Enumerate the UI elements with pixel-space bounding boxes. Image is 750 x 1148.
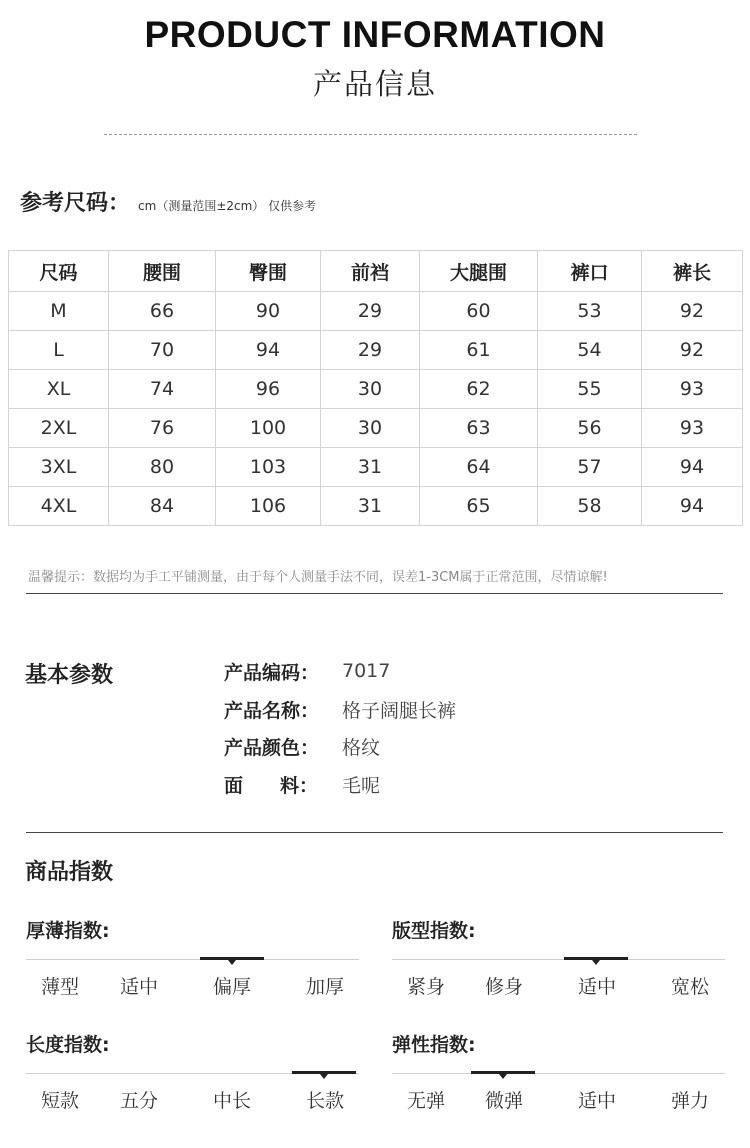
table-row — [9, 487, 743, 526]
fit-option: 宽松 — [670, 976, 710, 998]
param-value-name: 格子阔腿长裤 — [342, 699, 457, 722]
thickness-gauge-label: 厚薄指数: — [26, 920, 110, 942]
table-cell: 56 — [538, 409, 642, 448]
table-cell: 94 — [642, 448, 743, 487]
length-gauge-label: 长度指数: — [26, 1034, 110, 1056]
fit-option-selected: 适中 — [577, 976, 617, 998]
elasticity-option: 适中 — [577, 1090, 617, 1112]
length-selected-marker — [292, 1071, 356, 1074]
table-cell: 76 — [109, 409, 216, 448]
table-cell: 61 — [420, 331, 538, 370]
table-cell: 96 — [216, 370, 321, 409]
size-reference-title: 参考尺码 — [20, 191, 109, 216]
size-reference-heading — [20, 186, 316, 217]
table-cell: 90 — [216, 292, 321, 331]
size-reference-colon: ： — [108, 191, 131, 216]
thickness-option: 加厚 — [305, 976, 345, 998]
param-label-fabric — [224, 771, 342, 798]
table-row — [9, 409, 743, 448]
table-cell: 106 — [216, 487, 321, 526]
column-header-hip: 臀围 — [216, 251, 321, 292]
elasticity-selected-marker — [471, 1071, 535, 1074]
table-cell: 100 — [216, 409, 321, 448]
table-cell: 29 — [321, 292, 420, 331]
param-row-name — [224, 695, 456, 723]
thickness-option: 薄型 — [40, 976, 80, 998]
column-header-size: 尺码 — [9, 251, 109, 292]
table-cell: 92 — [642, 331, 743, 370]
table-cell: XL — [9, 370, 109, 409]
length-option-selected: 长款 — [305, 1090, 345, 1112]
table-cell: 60 — [420, 292, 538, 331]
basic-params-title: 基本参数 — [25, 663, 114, 688]
section-divider — [26, 832, 723, 833]
title-english: PRODUCT INFORMATION — [144, 14, 606, 55]
elasticity-gauge-label: 弹性指数: — [392, 1034, 476, 1056]
table-cell: 55 — [538, 370, 642, 409]
table-cell: 30 — [321, 370, 420, 409]
elasticity-option: 弹力 — [670, 1090, 710, 1112]
table-cell: 94 — [642, 487, 743, 526]
elasticity-option-selected: 微弹 — [484, 1090, 524, 1112]
size-reference-note: cm（测量范围±2cm） 仅供参考 — [138, 199, 317, 213]
column-header-waist: 腰围 — [109, 251, 216, 292]
table-row — [9, 370, 743, 409]
title-divider — [104, 134, 637, 135]
param-row-code — [224, 657, 390, 685]
elasticity-option: 无弹 — [406, 1090, 446, 1112]
table-cell: 65 — [420, 487, 538, 526]
param-label-fabric-last: 料： — [279, 774, 318, 797]
table-row — [9, 448, 743, 487]
table-cell: 53 — [538, 292, 642, 331]
thickness-option-selected: 偏厚 — [212, 976, 252, 998]
param-row-color — [224, 732, 380, 760]
table-cell: 29 — [321, 331, 420, 370]
table-cell: 54 — [538, 331, 642, 370]
table-cell: 57 — [538, 448, 642, 487]
column-header-thigh: 大腿围 — [420, 251, 538, 292]
table-cell: 84 — [109, 487, 216, 526]
table-cell: 62 — [420, 370, 538, 409]
fit-gauge-track — [392, 959, 725, 960]
thickness-gauge-track — [26, 959, 359, 960]
table-cell: 3XL — [9, 448, 109, 487]
table-cell: L — [9, 331, 109, 370]
length-option: 中长 — [212, 1090, 252, 1112]
table-cell: 31 — [321, 487, 420, 526]
param-row-fabric — [224, 770, 380, 798]
measurement-tip: 温馨提示：数据均为手工平铺测量，由于每个人测量手法不同，误差1-3CM属于正常范围，尽情谅解! — [28, 570, 608, 585]
product-index-title: 商品指数 — [25, 860, 114, 885]
table-cell: 31 — [321, 448, 420, 487]
fit-gauge-label: 版型指数: — [392, 920, 476, 942]
fit-selected-marker — [564, 957, 628, 960]
table-cell: 92 — [642, 292, 743, 331]
table-cell: 70 — [109, 331, 216, 370]
param-label-name: 产品名称： — [224, 699, 320, 722]
length-option: 五分 — [119, 1090, 159, 1112]
table-cell: 74 — [109, 370, 216, 409]
table-row — [9, 292, 743, 331]
column-header-leg-opening: 裤口 — [538, 251, 642, 292]
param-value-fabric: 毛呢 — [342, 774, 381, 797]
table-cell: 94 — [216, 331, 321, 370]
length-option: 短款 — [40, 1090, 80, 1112]
size-table — [8, 250, 743, 526]
table-cell: 93 — [642, 370, 743, 409]
table-cell: 80 — [109, 448, 216, 487]
table-cell: 2XL — [9, 409, 109, 448]
table-cell: 103 — [216, 448, 321, 487]
param-label-code: 产品编码： — [224, 661, 320, 684]
table-cell: 64 — [420, 448, 538, 487]
fit-option: 修身 — [484, 976, 524, 998]
param-label-color: 产品颜色： — [224, 736, 320, 759]
table-cell: 66 — [109, 292, 216, 331]
column-header-length: 裤长 — [642, 251, 743, 292]
table-cell: 4XL — [9, 487, 109, 526]
param-label-fabric-first: 面 — [224, 774, 244, 797]
thickness-option: 适中 — [119, 976, 159, 998]
table-cell: 93 — [642, 409, 743, 448]
fit-option: 紧身 — [406, 976, 446, 998]
param-value-code: 7017 — [342, 660, 391, 682]
column-header-front-rise: 前裆 — [321, 251, 420, 292]
size-table-header-row — [9, 251, 743, 292]
table-row — [9, 331, 743, 370]
param-value-color: 格纹 — [342, 736, 381, 759]
table-cell: M — [9, 292, 109, 331]
tip-divider — [26, 593, 723, 594]
title-chinese: 产品信息 — [312, 67, 437, 101]
elasticity-gauge-track — [392, 1073, 725, 1074]
table-cell: 30 — [321, 409, 420, 448]
thickness-selected-marker — [200, 957, 264, 960]
table-cell: 58 — [538, 487, 642, 526]
table-cell: 63 — [420, 409, 538, 448]
